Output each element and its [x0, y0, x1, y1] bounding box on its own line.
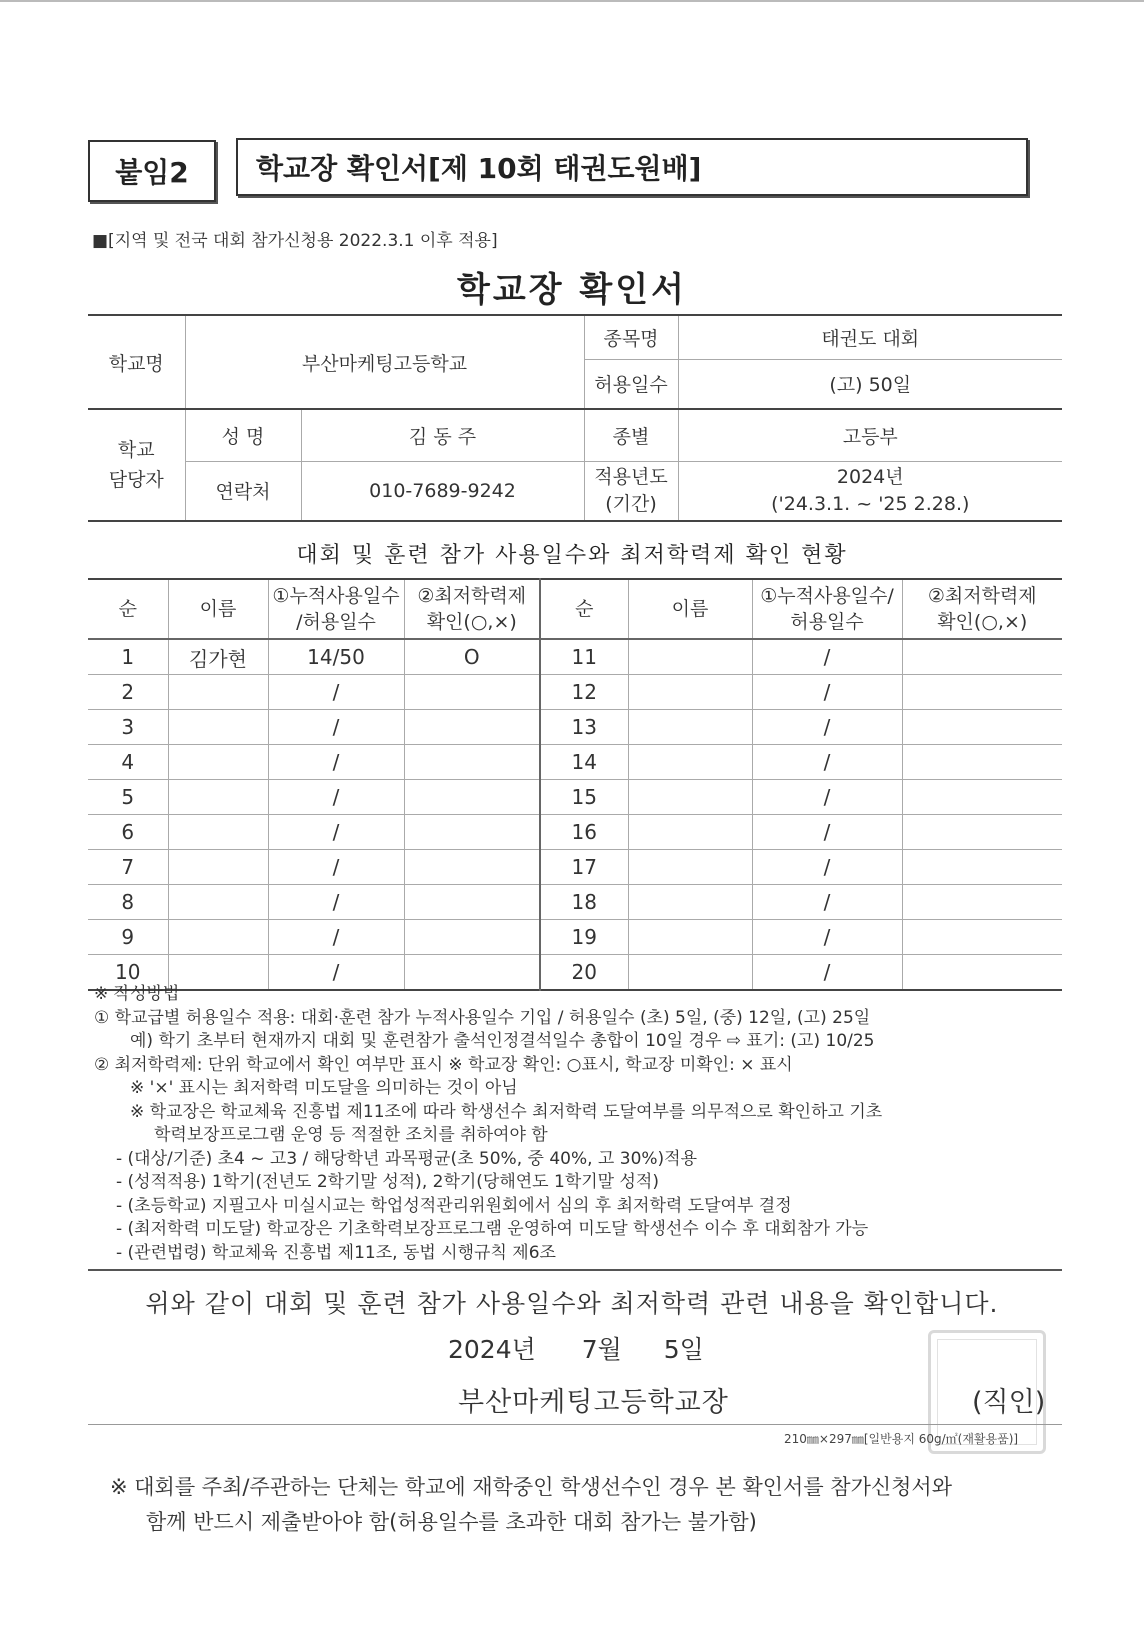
- row-check-right: [902, 885, 1062, 920]
- footer-line-2: 함께 반드시 제출받아야 함(허용일수를 초과한 대회 참가는 불가함): [146, 1510, 757, 1534]
- form-title: 학교장 확인서: [457, 270, 687, 310]
- date-year: 2024년: [448, 1335, 536, 1364]
- divider: [88, 1424, 1062, 1425]
- row-name: [168, 675, 268, 710]
- row-no: 1: [88, 639, 168, 675]
- row-check-right: [902, 815, 1062, 850]
- year-value: 2024년 ('24.3.1. ~ '25 2.28.): [678, 461, 1062, 521]
- seal-mark: (직인): [972, 1387, 1046, 1418]
- row-no: 10: [88, 955, 168, 991]
- row-no: 4: [88, 745, 168, 780]
- row-days-right: /: [752, 955, 902, 991]
- row-check: [404, 850, 540, 885]
- note-dash-1: - (대상/기준) 초4 ~ 고3 / 해당학년 과목평균(초 50%, 중 40%, 고 30%)적용: [116, 1148, 698, 1169]
- instructions: [94, 983, 1074, 1265]
- name-label: 성 명: [185, 409, 301, 461]
- usage-note: ■[지역 및 전국 대회 참가신청용 2022.3.1 이후 적용]: [92, 231, 498, 251]
- row-no: 8: [88, 885, 168, 920]
- school-info-table: [88, 314, 1062, 522]
- row-no-right: 17: [540, 850, 628, 885]
- row-name-right: [628, 675, 752, 710]
- row-name-right: [628, 885, 752, 920]
- allowed-days-label: 허용일수: [584, 359, 678, 409]
- row-name: [168, 780, 268, 815]
- notes-heading: ※ 작성방법: [94, 984, 180, 1004]
- document-title: 학교장 확인서[제 10회 태권도원배]: [236, 138, 1028, 196]
- row-days-right: /: [752, 780, 902, 815]
- row-no-right: 14: [540, 745, 628, 780]
- school-value: 부산마케팅고등학교: [185, 315, 584, 409]
- header-days-right: ①누적사용일수/ 허용일수: [752, 579, 902, 639]
- division-value: 고등부: [678, 409, 1062, 461]
- note-2-b: ※ 학교장은 학교체육 진흥법 제11조에 따라 학생선수 최저학력 도달여부를 의무적으로 확인하고 기초: [130, 1101, 883, 1122]
- row-check: [404, 920, 540, 955]
- row-name-right: [628, 639, 752, 675]
- event-value: 태권도 대회: [678, 315, 1062, 359]
- row-name: [168, 850, 268, 885]
- row-days: 14/50: [268, 639, 404, 675]
- page-top-border: [0, 0, 1144, 2]
- participation-table: [88, 578, 1062, 991]
- row-check: [404, 710, 540, 745]
- table-row: [88, 885, 1062, 920]
- note-dash-4: - (최저학력 미도달) 학교장은 기초학력보장프로그램 운영하여 미도달 학생선수 이수 후 대회참가 가능: [116, 1219, 869, 1239]
- row-check-right: [902, 780, 1062, 815]
- note-1: ① 학교급별 허용일수 적용: 대회·훈련 참가 누적사용일수 기입 / 허용일수 (초) 5일, (중) 12일, (고) 25일: [94, 1007, 871, 1028]
- row-no-right: 18: [540, 885, 628, 920]
- year-label: 적용년도 (기간): [584, 461, 678, 521]
- row-days: /: [268, 920, 404, 955]
- table-row: [88, 850, 1062, 885]
- table-row: [88, 920, 1062, 955]
- row-name-right: [628, 745, 752, 780]
- row-check: O: [404, 639, 540, 675]
- name-value: 김 동 주: [301, 409, 584, 461]
- date-day: 5일: [663, 1335, 704, 1364]
- table-row: [88, 815, 1062, 850]
- note-2-a: ※ '×' 표시는 최저학력 미도달을 의미하는 것이 아님: [130, 1078, 518, 1098]
- row-days-right: /: [752, 850, 902, 885]
- row-name-right: [628, 780, 752, 815]
- row-days-right: /: [752, 815, 902, 850]
- row-check: [404, 780, 540, 815]
- row-days: /: [268, 780, 404, 815]
- header-name: 이름: [168, 579, 268, 639]
- row-check-right: [902, 710, 1062, 745]
- table-row: [88, 710, 1062, 745]
- row-no: 2: [88, 675, 168, 710]
- table-row: [88, 675, 1062, 710]
- table-row: [88, 745, 1062, 780]
- row-days-right: /: [752, 675, 902, 710]
- row-no: 5: [88, 780, 168, 815]
- row-check: [404, 675, 540, 710]
- note-1-example: 예) 학기 초부터 현재까지 대회 및 훈련참가 출석인정결석일수 총합이 10일 경우 ⇨ 표기: (고) 10/25: [130, 1031, 875, 1051]
- section-title: 대회 및 훈련 참가 사용일수와 최저학력제 확인 현황: [296, 543, 848, 568]
- row-days-right: /: [752, 639, 902, 675]
- row-no: 9: [88, 920, 168, 955]
- row-check-right: [902, 675, 1062, 710]
- row-days: /: [268, 675, 404, 710]
- row-days: /: [268, 955, 404, 991]
- divider: [88, 1269, 1062, 1271]
- row-days: /: [268, 745, 404, 780]
- row-name: [168, 710, 268, 745]
- row-name-right: [628, 850, 752, 885]
- row-name-right: [628, 920, 752, 955]
- row-no-right: 15: [540, 780, 628, 815]
- row-days-right: /: [752, 745, 902, 780]
- school-label: 학교명: [88, 315, 185, 409]
- row-days-right: /: [752, 920, 902, 955]
- manager-label: 학교 담당자: [88, 409, 185, 521]
- contact-label: 연락처: [185, 461, 301, 521]
- row-no-right: 16: [540, 815, 628, 850]
- issue-date: [448, 1330, 704, 1366]
- row-check: [404, 815, 540, 850]
- division-label: 종별: [584, 409, 678, 461]
- row-no-right: 19: [540, 920, 628, 955]
- header-check-right: ②최저학력제 확인(○,×): [902, 579, 1062, 639]
- paper-spec: 210㎜×297㎜[일반용지 60g/㎡(재활용품)]: [784, 1432, 1019, 1446]
- row-name: [168, 745, 268, 780]
- contact-value: 010-7689-9242: [301, 461, 584, 521]
- row-no: 6: [88, 815, 168, 850]
- row-check: [404, 745, 540, 780]
- event-label: 종목명: [584, 315, 678, 359]
- date-month: 7월: [581, 1335, 622, 1364]
- row-no-right: 13: [540, 710, 628, 745]
- note-2-c: 학력보장프로그램 운영 등 적절한 조치를 취하여야 함: [154, 1125, 548, 1145]
- header-no-right: 순: [540, 579, 628, 639]
- row-days: /: [268, 850, 404, 885]
- row-no-right: 11: [540, 639, 628, 675]
- row-check: [404, 885, 540, 920]
- row-name: [168, 815, 268, 850]
- row-days-right: /: [752, 710, 902, 745]
- row-no-right: 12: [540, 675, 628, 710]
- row-check-right: [902, 745, 1062, 780]
- row-days: /: [268, 710, 404, 745]
- footer-note: [110, 1470, 952, 1540]
- row-check-right: [902, 850, 1062, 885]
- header-days: ①누적사용일수 /허용일수: [268, 579, 404, 639]
- row-days: /: [268, 815, 404, 850]
- row-no-right: 20: [540, 955, 628, 991]
- attachment-tag: 붙임2: [88, 140, 216, 202]
- note-dash-5: - (관련법령) 학교체육 진흥법 제11조, 동법 시행규칙 제6조: [116, 1242, 556, 1263]
- row-name-right: [628, 815, 752, 850]
- principal-name: 부산마케팅고등학교장: [458, 1387, 729, 1418]
- table-row: [88, 639, 1062, 675]
- row-name: 김가현: [168, 639, 268, 675]
- row-name: [168, 885, 268, 920]
- allowed-days-value: (고) 50일: [678, 359, 1062, 409]
- row-name: [168, 920, 268, 955]
- header-no: 순: [88, 579, 168, 639]
- row-check-right: [902, 639, 1062, 675]
- row-no: 3: [88, 710, 168, 745]
- note-dash-2: - (성적적용) 1학기(전년도 2학기말 성적), 2학기(당해연도 1학기말 성적): [116, 1172, 659, 1192]
- table-row: [88, 780, 1062, 815]
- row-name-right: [628, 710, 752, 745]
- row-days: /: [268, 885, 404, 920]
- note-2: ② 최저학력제: 단위 학교에서 확인 여부만 표시 ※ 학교장 확인: ○표시, 학교장 미확인: × 표시: [94, 1054, 793, 1075]
- row-days-right: /: [752, 885, 902, 920]
- row-no: 7: [88, 850, 168, 885]
- header-name-right: 이름: [628, 579, 752, 639]
- row-check-right: [902, 920, 1062, 955]
- footer-line-1: ※ 대회를 주최/주관하는 단체는 학교에 재학중인 학생선수인 경우 본 확인서를 참가신청서와: [110, 1475, 953, 1499]
- header-check: ②최저학력제 확인(○,×): [404, 579, 540, 639]
- confirmation-statement: 위와 같이 대회 및 훈련 참가 사용일수와 최저학력 관련 내용을 확인합니다.: [145, 1289, 999, 1318]
- note-dash-3: - (초등학교) 지필고사 미실시교는 학업성적관리위원회에서 심의 후 최저학력 도달여부 결정: [116, 1195, 792, 1216]
